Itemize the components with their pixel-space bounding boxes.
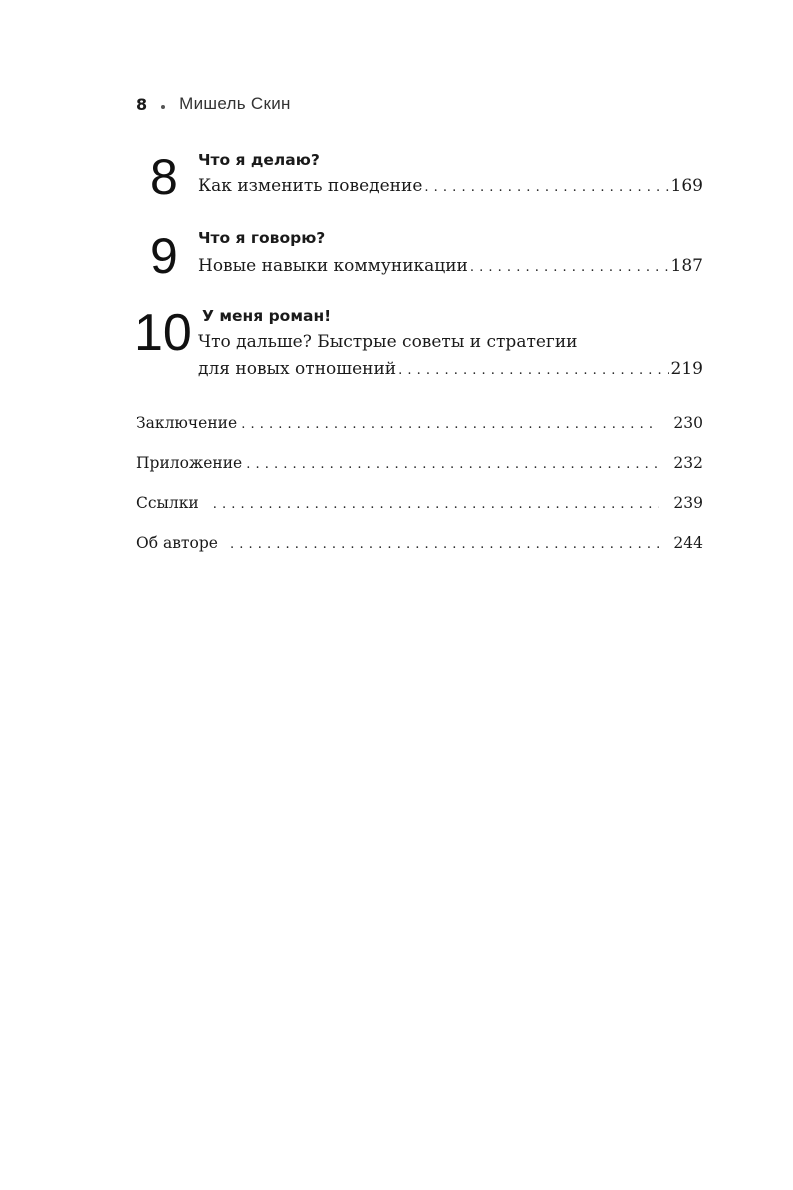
chapter-subtitle-line	[198, 256, 703, 276]
subtitle-text: для новых отношений	[198, 359, 397, 379]
chapter-title: У меня роман!	[202, 307, 332, 325]
chapter-number: 9	[150, 228, 178, 284]
author-name: Мишель Скин	[179, 94, 291, 113]
running-header	[136, 94, 291, 114]
entry-label: Приложение	[136, 454, 243, 472]
toc-entry-references[interactable]	[136, 494, 703, 512]
chapter-page: 187	[670, 256, 703, 276]
toc-chapter-9[interactable]	[136, 226, 703, 286]
dot-leader	[246, 457, 659, 472]
chapter-subtitle-line	[198, 332, 703, 352]
entry-label: Об авторе	[136, 534, 218, 552]
toc-entry-conclusion[interactable]	[136, 414, 703, 432]
toc-entry-about-author[interactable]	[136, 534, 703, 552]
subtitle-text: Как изменить поведение	[198, 176, 423, 196]
chapter-page: 219	[670, 359, 703, 379]
toc-entry-appendix[interactable]	[136, 454, 703, 472]
page-number: 8	[136, 94, 148, 114]
dot-leader	[398, 363, 668, 378]
subtitle-text: Новые навыки коммуникации	[198, 256, 468, 276]
dot-leader	[230, 537, 659, 552]
entry-page: 244	[673, 534, 703, 552]
chapter-subtitle-line	[198, 359, 703, 379]
bullet-separator	[161, 105, 165, 109]
chapter-title: Что я говорю?	[198, 229, 326, 247]
chapter-title: Что я делаю?	[198, 151, 320, 169]
chapter-number: 10	[134, 304, 192, 362]
entry-label: Ссылки	[136, 494, 199, 512]
toc-chapter-8[interactable]	[136, 148, 703, 208]
chapter-number: 8	[150, 149, 178, 205]
dot-leader	[213, 497, 660, 512]
entry-page: 232	[673, 454, 703, 472]
chapter-subtitle-line	[198, 176, 703, 196]
chapter-page: 169	[670, 176, 703, 196]
dot-leader	[424, 180, 668, 195]
dot-leader	[470, 260, 669, 275]
entry-page: 230	[673, 414, 703, 432]
subtitle-text: Что дальше? Быстрые советы и стратегии	[198, 332, 578, 352]
dot-leader	[241, 417, 659, 432]
entry-label: Заключение	[136, 414, 238, 432]
toc-chapter-10[interactable]	[136, 305, 703, 395]
entry-page: 239	[673, 494, 703, 512]
